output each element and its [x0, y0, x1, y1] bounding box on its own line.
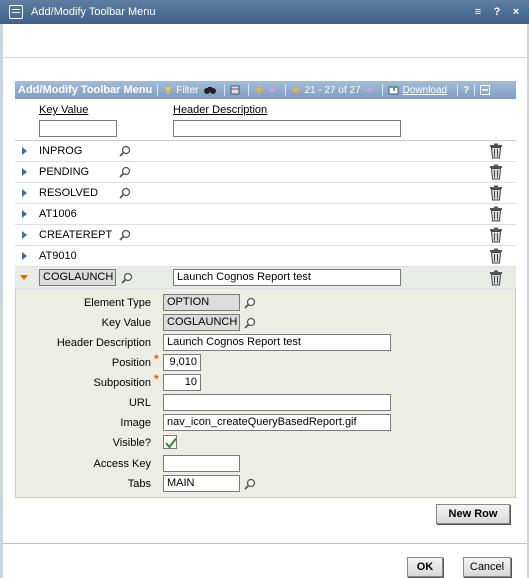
download-button[interactable] — [388, 85, 447, 96]
table-help-icon[interactable]: ? — [463, 84, 470, 96]
expand-row-icon[interactable] — [22, 210, 27, 218]
expand-row-icon[interactable] — [22, 168, 27, 176]
checkmark-icon — [164, 436, 178, 450]
clear-filter-button[interactable] — [230, 85, 243, 95]
table-toolbar — [15, 81, 516, 99]
divider — [382, 84, 383, 96]
required-marker: * — [154, 372, 159, 386]
table-title: Add/Modify Toolbar Menu — [18, 84, 153, 96]
access-key-field[interactable] — [163, 455, 240, 472]
image-label: Image — [120, 417, 151, 429]
column-header-description[interactable]: Header Description — [173, 104, 268, 116]
delete-row-icon[interactable] — [489, 164, 503, 180]
position-field[interactable]: 9,010 — [163, 354, 201, 371]
collapse-row-icon[interactable] — [20, 275, 28, 280]
filter-label: Filter — [176, 84, 199, 96]
subposition-field[interactable]: 10 — [163, 374, 201, 391]
help-icon[interactable]: ? — [493, 6, 501, 18]
expand-row-icon[interactable] — [22, 252, 27, 260]
divider — [157, 84, 158, 96]
tabs-label: Tabs — [127, 478, 151, 490]
element-type-label: Element Type — [83, 297, 151, 309]
expand-row-icon[interactable] — [22, 147, 27, 155]
delete-row-icon[interactable] — [489, 143, 503, 159]
lookup-icon[interactable] — [119, 145, 131, 157]
lookup-icon[interactable] — [119, 187, 131, 199]
url-field[interactable] — [163, 394, 391, 411]
row-key-value: RESOLVED — [39, 187, 99, 199]
element-type-field[interactable]: OPTION — [163, 294, 240, 311]
lookup-icon[interactable] — [244, 317, 256, 329]
page-range — [291, 85, 376, 96]
tabs-field[interactable]: MAIN — [163, 475, 240, 492]
table-row[interactable] — [15, 162, 516, 183]
arrow-right-icon[interactable] — [364, 85, 374, 95]
column-header-key-value[interactable]: Key Value — [39, 104, 89, 116]
window-controls — [467, 4, 524, 20]
row-key-value: PENDING — [39, 166, 90, 178]
header-description-field[interactable]: Launch Cognos Report test — [163, 334, 391, 351]
filter-icon — [163, 85, 173, 95]
find-button[interactable] — [204, 85, 219, 95]
divider — [248, 84, 249, 96]
delete-row-icon[interactable] — [489, 248, 503, 264]
binoculars-icon — [204, 85, 216, 95]
visible-checkbox[interactable] — [163, 435, 177, 449]
key-value-label: Key Value — [101, 317, 151, 329]
key-value-filter-input[interactable] — [39, 120, 117, 137]
table-icon — [230, 85, 240, 95]
delete-row-icon[interactable] — [489, 227, 503, 243]
table-header — [15, 99, 516, 141]
new-row-button[interactable]: New Row — [436, 504, 510, 524]
table-row[interactable] — [15, 246, 516, 267]
delete-row-icon[interactable] — [489, 270, 503, 286]
row-detail-panel — [15, 289, 516, 498]
delete-row-icon[interactable] — [489, 206, 503, 222]
window-titlebar — [0, 0, 529, 24]
lookup-icon[interactable] — [119, 229, 131, 241]
expand-row-icon[interactable] — [22, 231, 27, 239]
table-row[interactable] — [15, 141, 516, 162]
table-row[interactable] — [15, 183, 516, 204]
row-key-value: AT9010 — [39, 250, 77, 262]
divider — [3, 543, 527, 544]
arrow-down-icon — [267, 85, 277, 95]
close-icon[interactable]: × — [512, 6, 520, 18]
table-row[interactable] — [15, 225, 516, 246]
divider — [3, 57, 527, 58]
row-key-value: CREATEREPT — [39, 229, 113, 241]
header-description-label: Header Description — [56, 337, 151, 349]
arrow-left-icon[interactable] — [291, 85, 301, 95]
divider — [457, 84, 458, 96]
table-row[interactable] — [15, 204, 516, 225]
menu-icon[interactable]: ≡ — [474, 6, 482, 18]
previous-page-button[interactable] — [254, 85, 267, 95]
divider — [285, 84, 286, 96]
page-range-text: 21 - 27 of 27 — [304, 84, 361, 96]
required-marker: * — [154, 352, 159, 366]
position-label: Position — [111, 357, 151, 369]
next-page-button[interactable] — [267, 85, 280, 95]
dialog-icon — [9, 5, 23, 19]
visible-label: Visible? — [112, 437, 151, 449]
download-icon — [388, 85, 400, 95]
table-row-expanded[interactable] — [15, 267, 516, 289]
divider — [474, 84, 475, 96]
frame-edge — [0, 24, 3, 578]
cancel-button[interactable]: Cancel — [463, 557, 511, 577]
collapse-table-button[interactable] — [480, 85, 493, 95]
row-key-value: INPROG — [39, 145, 83, 157]
lookup-icon[interactable] — [244, 478, 256, 490]
access-key-label: Access Key — [93, 458, 151, 470]
delete-row-icon[interactable] — [489, 185, 503, 201]
window-title: Add/Modify Toolbar Menu — [31, 6, 156, 18]
minimize-icon — [480, 85, 490, 95]
subposition-label: Subposition — [93, 377, 151, 389]
arrow-up-icon — [254, 85, 264, 95]
row-key-value: AT1006 — [39, 208, 77, 220]
download-link[interactable]: Download — [402, 84, 448, 96]
description-filter-input[interactable] — [173, 120, 401, 137]
expand-row-icon[interactable] — [22, 189, 27, 197]
lookup-icon[interactable] — [119, 166, 131, 178]
row-key-value-field[interactable]: COGLAUNCH — [39, 269, 116, 286]
lookup-icon[interactable] — [121, 272, 133, 284]
image-field[interactable]: nav_icon_createQueryBasedReport.gif — [163, 414, 391, 431]
filter-button[interactable] — [163, 85, 198, 96]
divider — [224, 84, 225, 96]
row-description-field[interactable]: Launch Cognos Report test — [173, 269, 401, 286]
ok-button[interactable]: OK — [407, 557, 443, 577]
url-label: URL — [128, 397, 151, 409]
lookup-icon[interactable] — [244, 297, 256, 309]
key-value-field[interactable]: COGLAUNCH — [163, 314, 240, 331]
